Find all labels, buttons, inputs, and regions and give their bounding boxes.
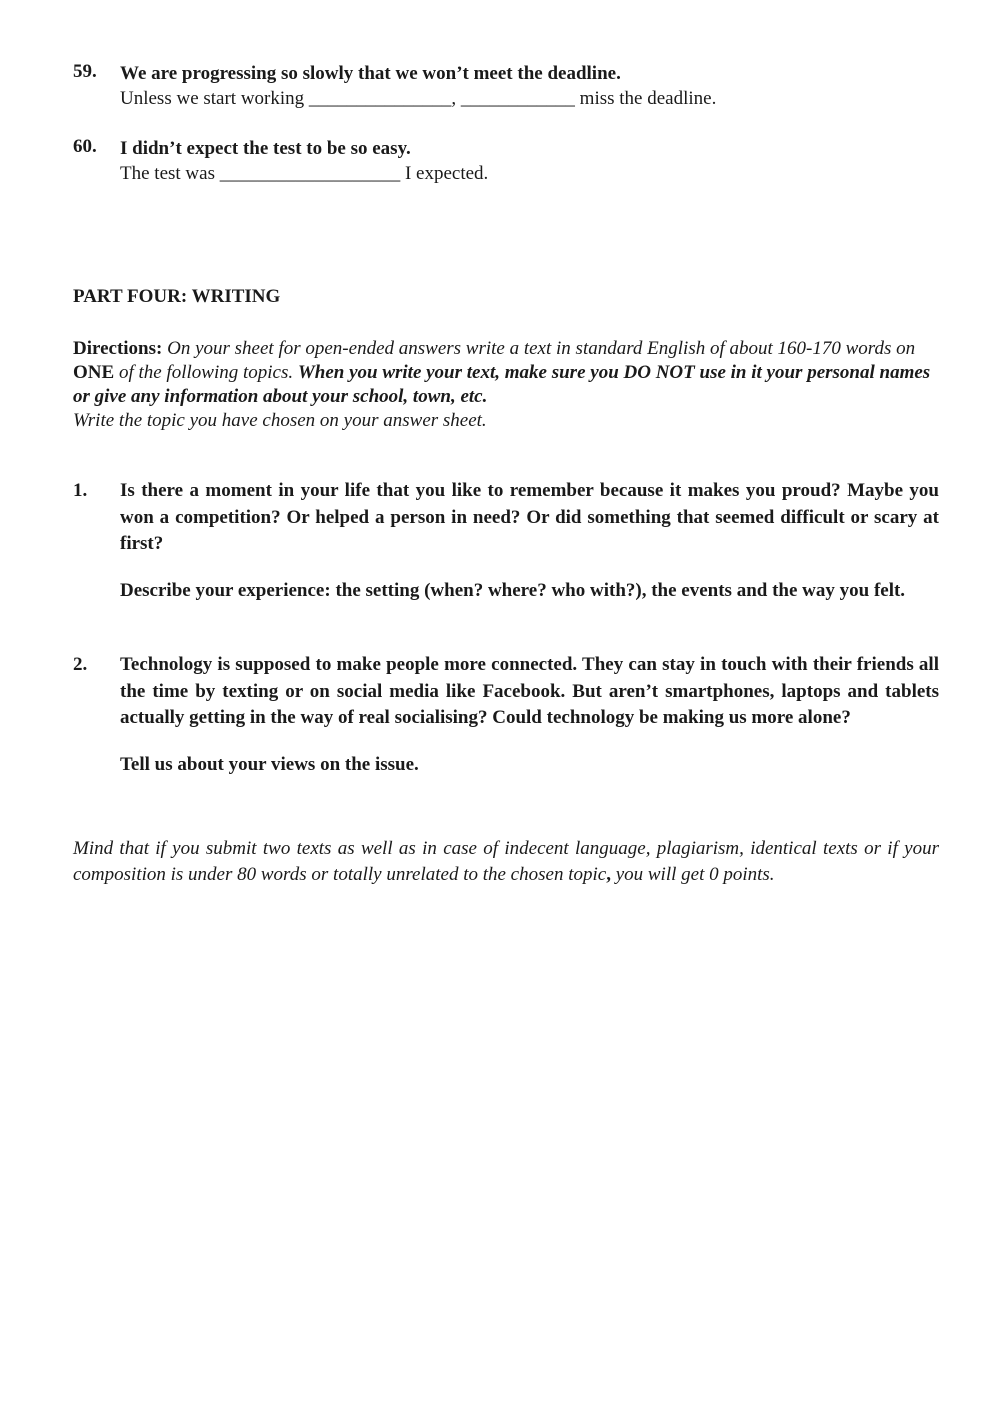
- directions-text: On your sheet for open-ended answers write a text in standard English of about 160-170 words on: [167, 338, 916, 359]
- topic-number: 2.: [73, 654, 88, 675]
- directions-warning: When you write your text, make sure you DO NOT use in it your personal names or give any information about your school, town, etc.: [73, 362, 931, 407]
- question-59: [73, 61, 943, 111]
- directions-label: Directions:: [73, 338, 163, 359]
- question-rewrite-line: Unless we start working _______________, ____________ miss the deadline.: [120, 88, 717, 109]
- directions-text: of the following topics.: [118, 362, 294, 383]
- directions-topic-instruction: Write the topic you have chosen on your answer sheet.: [73, 410, 487, 431]
- directions-one: ONE: [73, 362, 115, 383]
- topic-1: [73, 478, 939, 605]
- scoring-note-end: you will get 0 points.: [615, 864, 775, 885]
- scoring-note-comma: ,: [606, 864, 611, 885]
- question-number: 59.: [73, 61, 97, 82]
- topic-text: Technology is supposed to make people more connected. They can stay in touch with their friends all the time by texting or on social media like Facebook. But aren’t smartphones, laptops and tablets actually getting in the way of real socialising? Could technology be making us more alone?: [120, 654, 939, 728]
- scoring-note: [73, 836, 939, 888]
- scoring-note-text: Mind that if you submit two texts as well as in case of indecent language, plagiarism, identical texts or if your composition is under 80 words or totally unrelated to the chosen topic: [73, 838, 939, 885]
- question-prompt: We are progressing so slowly that we won’t meet the deadline.: [120, 63, 621, 84]
- part-title: PART FOUR: WRITING: [73, 286, 281, 307]
- question-prompt: I didn’t expect the test to be so easy.: [120, 138, 411, 159]
- directions-paragraph: [73, 337, 933, 433]
- topic-text: Is there a moment in your life that you like to remember because it makes you proud? Maybe you won a competition? Or helped a person in need? Or did something that seemed difficult or scary at first?: [120, 480, 939, 554]
- question-rewrite-line: The test was ___________________ I expected.: [120, 163, 489, 184]
- question-60: [73, 136, 943, 186]
- question-number: 60.: [73, 136, 97, 157]
- topic-2: [73, 652, 939, 779]
- topic-task: Describe your experience: the setting (when? where? who with?), the events and the way you felt.: [120, 579, 906, 601]
- topic-task: Tell us about your views on the issue.: [120, 753, 419, 775]
- topic-number: 1.: [73, 480, 88, 501]
